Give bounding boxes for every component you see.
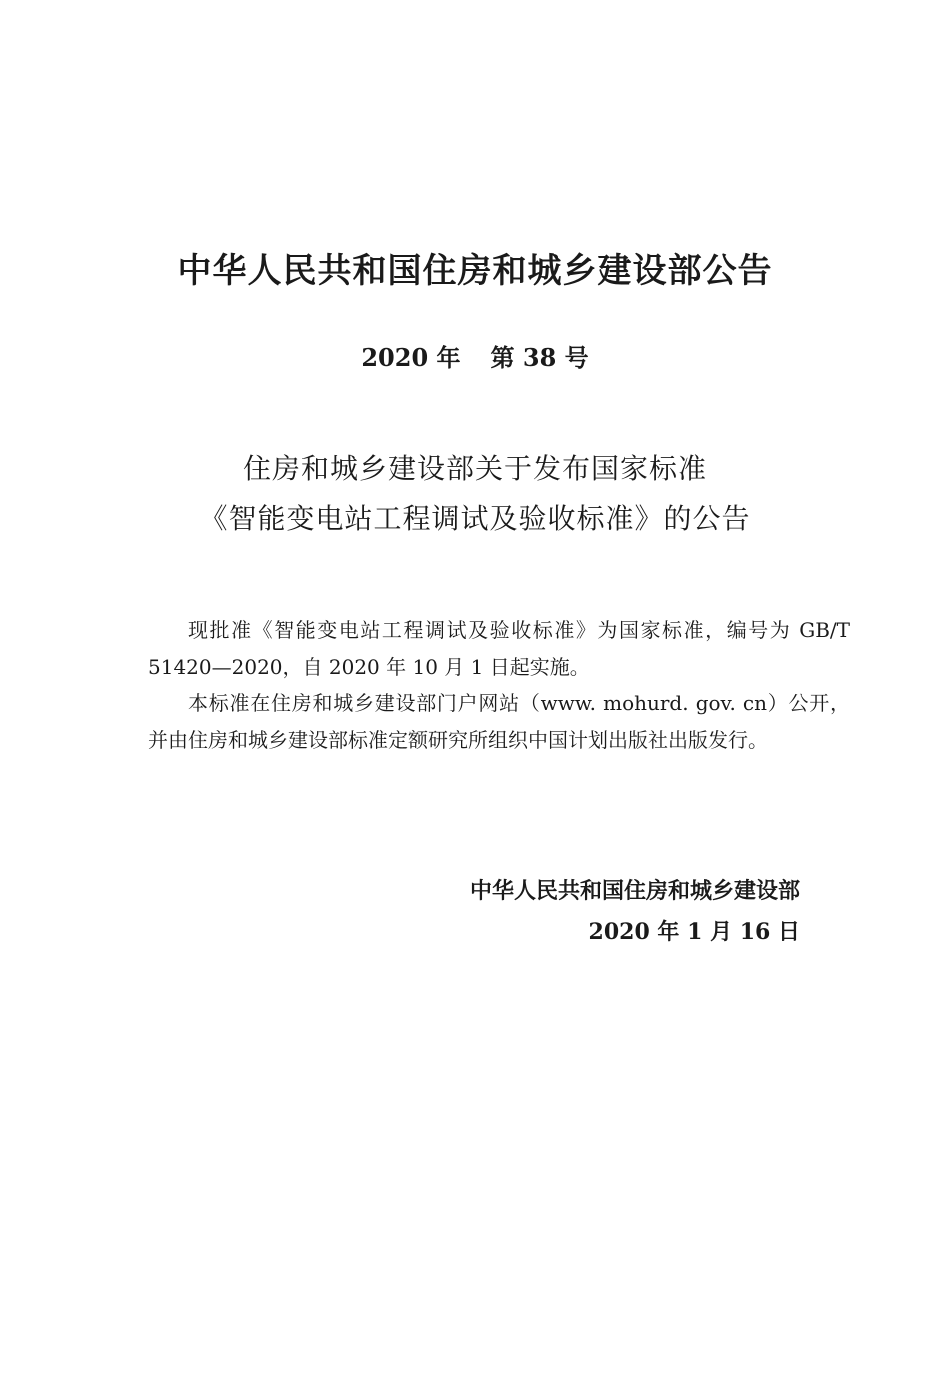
signature-organization: 中华人民共和国住房和城乡建设部 [469,879,800,904]
announcement-subtitle [0,444,950,544]
issue-no: 第 38 号 [490,343,589,372]
subtitle-line-1: 住房和城乡建设部关于发布国家标准 [242,452,707,485]
signature-block [380,872,800,952]
body-paragraph-2: 本标准在住房和城乡建设部门户网站（www. mohurd. gov. cn）公开，并由住房和城乡建设部标准定额研究所组织中国计划出版社出版发行。 [148,691,850,752]
subtitle-line-2: 《智能变电站工程调试及验收标准》的公告 [199,502,751,535]
body-paragraph-1: 现批准《智能变电站工程调试及验收标准》为国家标准，编号为 GB/T 51420—2020，自 2020 年 10 月 1 日起实施。 [148,618,850,679]
issue-number [0,340,950,376]
signature-date: 2020 年 1 月 16 日 [588,919,800,945]
page-title: 中华人民共和国住房和城乡建设部公告 [177,251,773,291]
announcement-body [148,612,850,758]
issue-year: 2020 年 [361,343,461,372]
